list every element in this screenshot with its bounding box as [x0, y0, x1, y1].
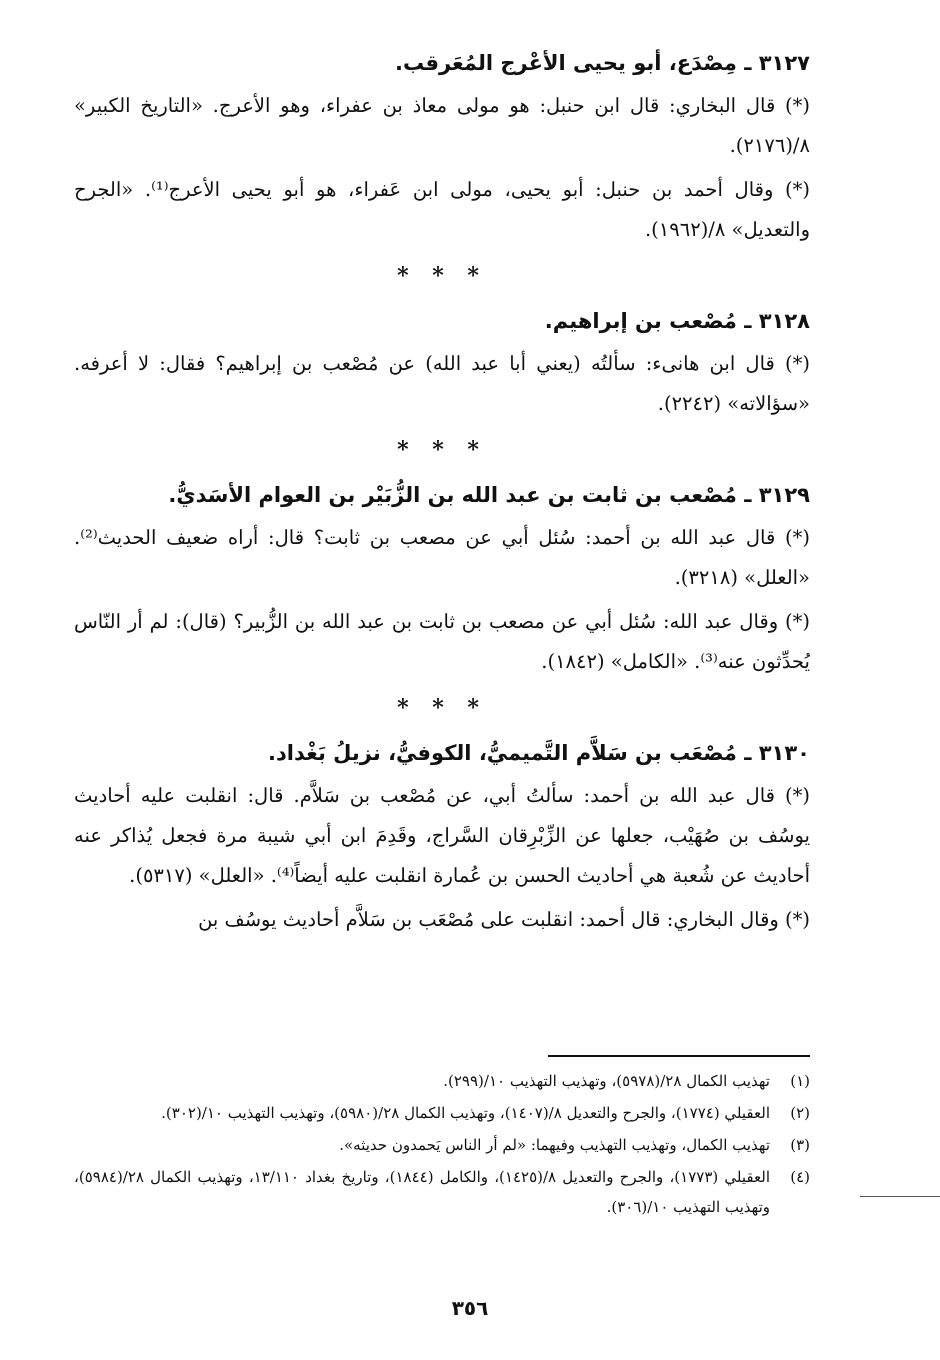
footnote-text: العقيلي (١٧٧٤)، والجرح والتعديل ٨/(١٤٠٧)، وتهذيب الكمال ٢٨/(٥٩٨٠)، وتهذيب التهذيب ١٠/(٣٠٢).: [161, 1104, 770, 1122]
entry-paragraph: (*) وقال البخاري: قال أحمد: انقلبت على مُصْعَب بن سَلاَّم أحاديث يوسُف بن: [198, 908, 810, 931]
footnote-number: (٣): [790, 1136, 810, 1154]
footnote-text: تهذيب الكمال، وتهذيب التهذيب وفيهما: «لم أر الناس يَحمدون حديثه».: [339, 1136, 770, 1154]
entry-paragraph: (*) قال عبد الله بن أحمد: سُئل أبي عن مصعب بن ثابت؟ قال: أراه ضعيف الحديث⁽²⁾. «العلل» (٣٢١٨).: [74, 526, 810, 589]
entry-heading: ٣١٢٧ ـ مِصْدَع، أبو يحيى الأعْرج المُعَرقب.: [395, 51, 810, 75]
entry-3128: [74, 306, 810, 424]
footnote-item: [74, 1066, 810, 1096]
section-separator: * * *: [397, 695, 487, 721]
footnote-text: العقيلي (١٧٧٣)، والجرح والتعديل ٨/(١٤٢٥)، والكامل (١٨٤٤)، وتاريخ بغداد ١٣/١١٠، وتهذيب الكمال ٢٨/(٥٩٨٤)، وتهذيب التهذيب ١٠/(٣٠٦).: [74, 1168, 770, 1216]
entry-heading: ٣١٢٨ ـ مُصْعب بن إبراهيم.: [544, 309, 810, 333]
page-body: [74, 48, 810, 944]
entry-paragraph: (*) قال عبد الله بن أحمد: سألتُ أبي، عن مُصْعب بن سَلاَّم. قال: انقلبت عليه أحاديث يوسُف بن صُهَيْب، جعلها عن الزِّبْرِقان السَّراج، وقَدِمَ ابن أبي شيبة مرة فجعل يُذاكر عنه أحاديث عن شُعبة هي أحاديث الحسن بن عُمارة انقلبت عليه أيضاً⁽⁴⁾. «العلل» (٥٣١٧).: [74, 784, 810, 887]
section-separator: * * *: [397, 437, 487, 463]
footnote-item: [74, 1130, 810, 1160]
footnote-item: [74, 1162, 810, 1222]
entry-paragraph: (*) قال البخاري: قال ابن حنبل: هو مولى معاذ بن عفراء، وهو الأعرج. «التاريخ الكبير» ٨/(٢١٧٦).: [74, 94, 810, 157]
footnote-number: (١): [790, 1072, 810, 1090]
scan-margin-line: [860, 1196, 940, 1197]
footnotes: [74, 1066, 810, 1224]
footnote-divider: [548, 1055, 810, 1057]
footnote-number: (٤): [790, 1168, 810, 1186]
entry-paragraph: (*) قال ابن هانىء: سألتُه (يعني أبا عبد الله) عن مُصْعب بن إبراهيم؟ فقال: لا أعرفه. «سؤالاته» (٢٢٤٢).: [74, 352, 810, 415]
entry-paragraph: (*) وقال أحمد بن حنبل: أبو يحيى، مولى ابن عَفراء، هو أبو يحيى الأعرج⁽¹⁾. «الجرح والتعديل» ٨/(١٩٦٢).: [74, 178, 811, 241]
entry-3127: [74, 48, 810, 250]
entry-heading: ٣١٣٠ ـ مُصْعَب بن سَلاَّم التَّميميُّ، الكوفيُّ، نزيلُ بَغْداد.: [268, 741, 810, 765]
entry-3130: [74, 738, 810, 940]
footnote-number: (٢): [790, 1104, 810, 1122]
page-number: ٣٥٦: [451, 1296, 489, 1320]
footnote-text: تهذيب الكمال ٢٨/(٥٩٧٨)، وتهذيب التهذيب ١٠/(٢٩٩).: [443, 1072, 770, 1090]
section-separator: * * *: [397, 263, 487, 289]
entry-3129: [74, 480, 810, 682]
entry-paragraph: (*) وقال عبد الله: سُئل أبي عن مصعب بن ثابت بن عبد الله بن الزُّبير؟ (قال): لم أر النّاس يُحدِّثون عنه⁽³⁾. «الكامل» (١٨٤٢).: [74, 610, 810, 673]
entry-heading: ٣١٢٩ ـ مُصْعب بن ثابت بن عبد الله بن الزُّبَيْر بن العوام الأسَديُّ.: [168, 483, 810, 507]
footnote-item: [74, 1098, 810, 1128]
